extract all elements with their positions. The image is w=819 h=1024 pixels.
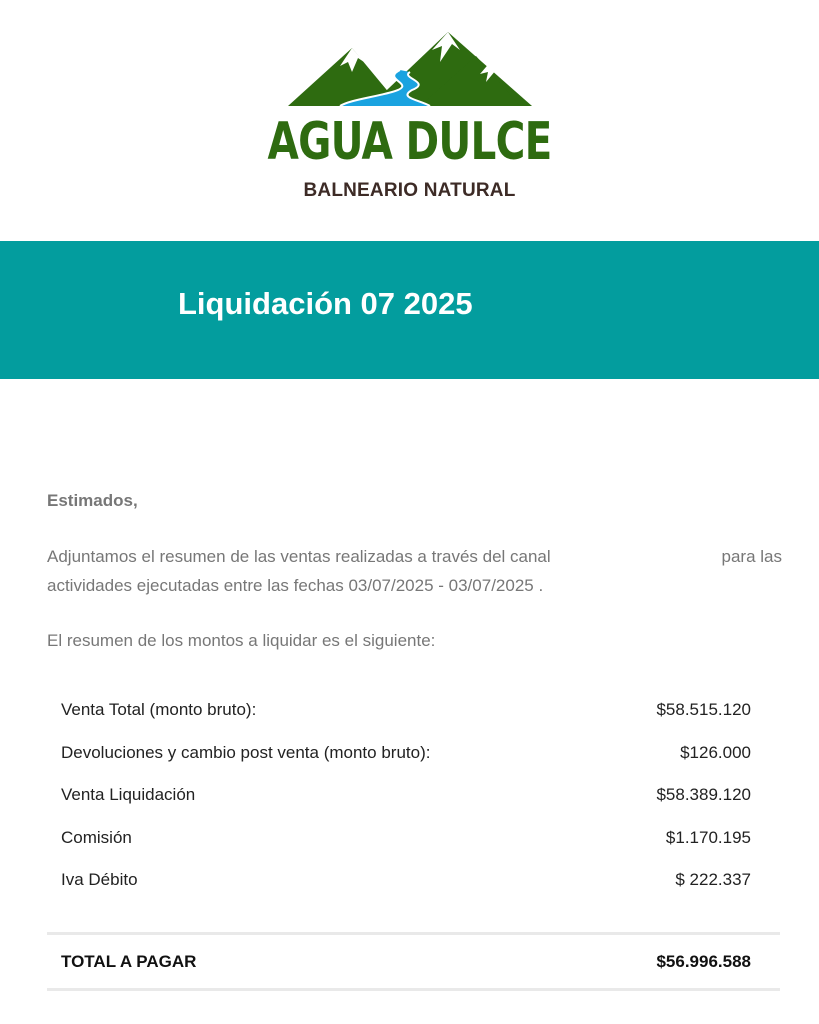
header-banner bbox=[0, 241, 819, 379]
row-label: Venta Total (monto bruto): bbox=[61, 700, 257, 719]
table-row bbox=[61, 785, 751, 828]
divider bbox=[47, 988, 780, 991]
row-value: $ 222.337 bbox=[675, 870, 751, 889]
row-label: Venta Liquidación bbox=[61, 785, 196, 804]
total-label: TOTAL A PAGAR bbox=[61, 952, 197, 971]
summary-table bbox=[61, 700, 751, 913]
row-value: $58.515.120 bbox=[656, 700, 751, 719]
intro-line1-right: para las bbox=[721, 547, 782, 566]
brand-subtitle: BALNEARIO NATURAL bbox=[303, 180, 516, 201]
page-title: Liquidación 07 2025 bbox=[178, 286, 473, 321]
total-value: $56.996.588 bbox=[656, 952, 751, 971]
row-label: Devoluciones y cambio post venta (monto bruto): bbox=[61, 742, 431, 762]
mountain-river-icon bbox=[280, 28, 536, 110]
total-row bbox=[61, 952, 751, 972]
divider bbox=[47, 932, 780, 935]
summary-intro: El resumen de los montos a liquidar es el siguiente: bbox=[47, 631, 436, 650]
intro-line1-left: Adjuntamos el resumen de las ventas realizadas a través del canal bbox=[47, 547, 551, 566]
table-row bbox=[61, 743, 751, 786]
row-value: $126.000 bbox=[680, 742, 751, 762]
intro-paragraph bbox=[47, 542, 782, 600]
row-label: Iva Débito bbox=[61, 870, 138, 889]
table-row bbox=[61, 870, 751, 913]
brand-name: AGUA DULCE bbox=[267, 112, 552, 172]
row-value: $1.170.195 bbox=[665, 827, 751, 847]
brand-logo bbox=[0, 0, 819, 240]
table-row bbox=[61, 700, 751, 743]
row-value: $58.389.120 bbox=[656, 785, 751, 804]
greeting: Estimados, bbox=[47, 491, 138, 510]
row-label: Comisión bbox=[61, 827, 132, 847]
intro-line2: actividades ejecutadas entre las fechas 03/07/2025 - 03/07/2025 . bbox=[47, 576, 544, 595]
table-row bbox=[61, 828, 751, 871]
